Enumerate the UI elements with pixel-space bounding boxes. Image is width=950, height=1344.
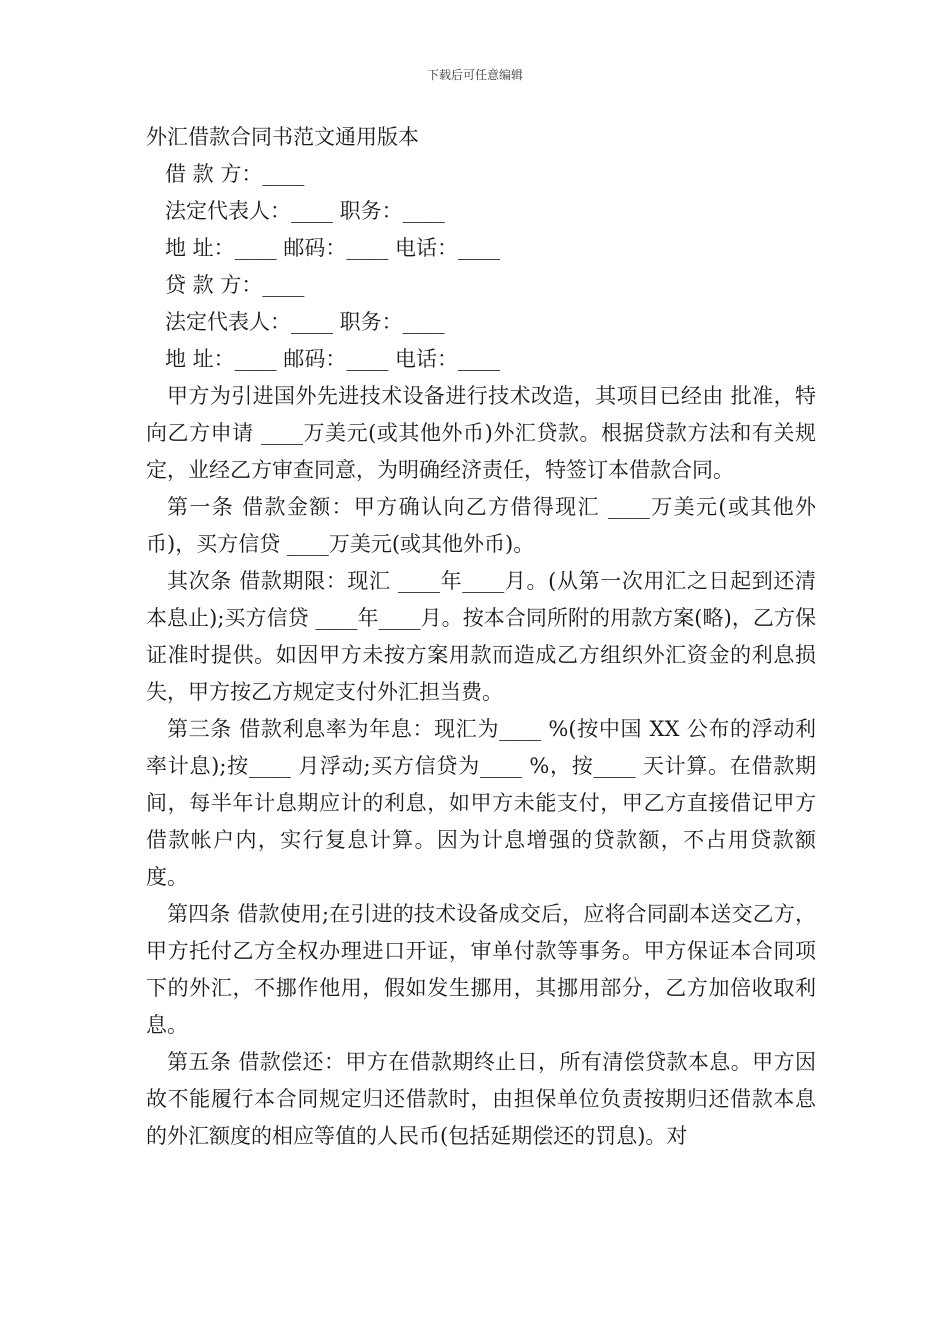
article-1-paragraph: 第一条 借款金额：甲方确认向乙方借得现汇 ____万美元(或其他外币)，买方信贷 ____万美元(或其他外币)。 (146, 495, 816, 556)
borrower-representative-line: 法定代表人：____ 职务：____ (165, 199, 445, 223)
lender-representative-line: 法定代表人：____ 职务：____ (165, 310, 445, 334)
document-title: 外汇借款合同书范文通用版本 (146, 125, 419, 149)
borrower-line: 借 款 方：____ (165, 162, 305, 186)
lender-address-line: 地 址：____ 邮码：____ 电话：____ (165, 347, 501, 371)
parties-block (146, 156, 816, 378)
article-5-paragraph: 第五条 借款偿还：甲方在借款期终止日，所有清偿贷款本息。甲方因故不能履行本合同规定归还借款时，由担保单位负责按期归还借款本息的外汇额度的相应等值的人民币(包括延期偿还的罚息)。对 (146, 1050, 816, 1148)
preamble-paragraph: 甲方为引进国外先进技术设备进行技术改造，其项目已经由 批准，特向乙方申请 ____万美元(或其他外币)外汇贷款。根据贷款方法和有关规定，业经乙方审查同意，为明确经济责任，特签订本借款合同。 (146, 384, 816, 482)
article-4-paragraph: 第四条 借款使用;在引进的技术设备成交后，应将合同副本送交乙方，甲方托付乙方全权办理进口开证，审单付款等事务。甲方保证本合同项下的外汇，不挪作他用，假如发生挪用，其挪用部分，乙方加倍收取利息。 (146, 902, 816, 1037)
article-3-paragraph: 第三条 借款利息率为年息：现汇为____ %(按中国 XX 公布的浮动利率计息);按____ 月浮动;买方信贷为____ %，按____ 天计算。在借款期间，每半年计息期应计的利息，如甲方未能支付，甲乙方直接借记甲方借款帐户内，实行复息计算。因为计息增强的贷款额，不占用贷款额度。 (146, 717, 816, 889)
lender-line: 贷 款 方：____ (165, 273, 305, 297)
borrower-address-line: 地 址：____ 邮码：____ 电话：____ (165, 236, 501, 260)
header-note: 下载后可任意编辑 (426, 68, 523, 82)
document-body (146, 119, 816, 1155)
article-2-paragraph: 其次条 借款期限：现汇 ____年____月。(从第一次用汇之日起到还清本息止);买方信贷 ____年____月。按本合同所附的用款方案(略)，乙方保证准时提供。如因甲方未按方案用款而造成乙方组织外汇资金的利息损失，甲方按乙方规定支付外汇担当费。 (146, 569, 816, 704)
